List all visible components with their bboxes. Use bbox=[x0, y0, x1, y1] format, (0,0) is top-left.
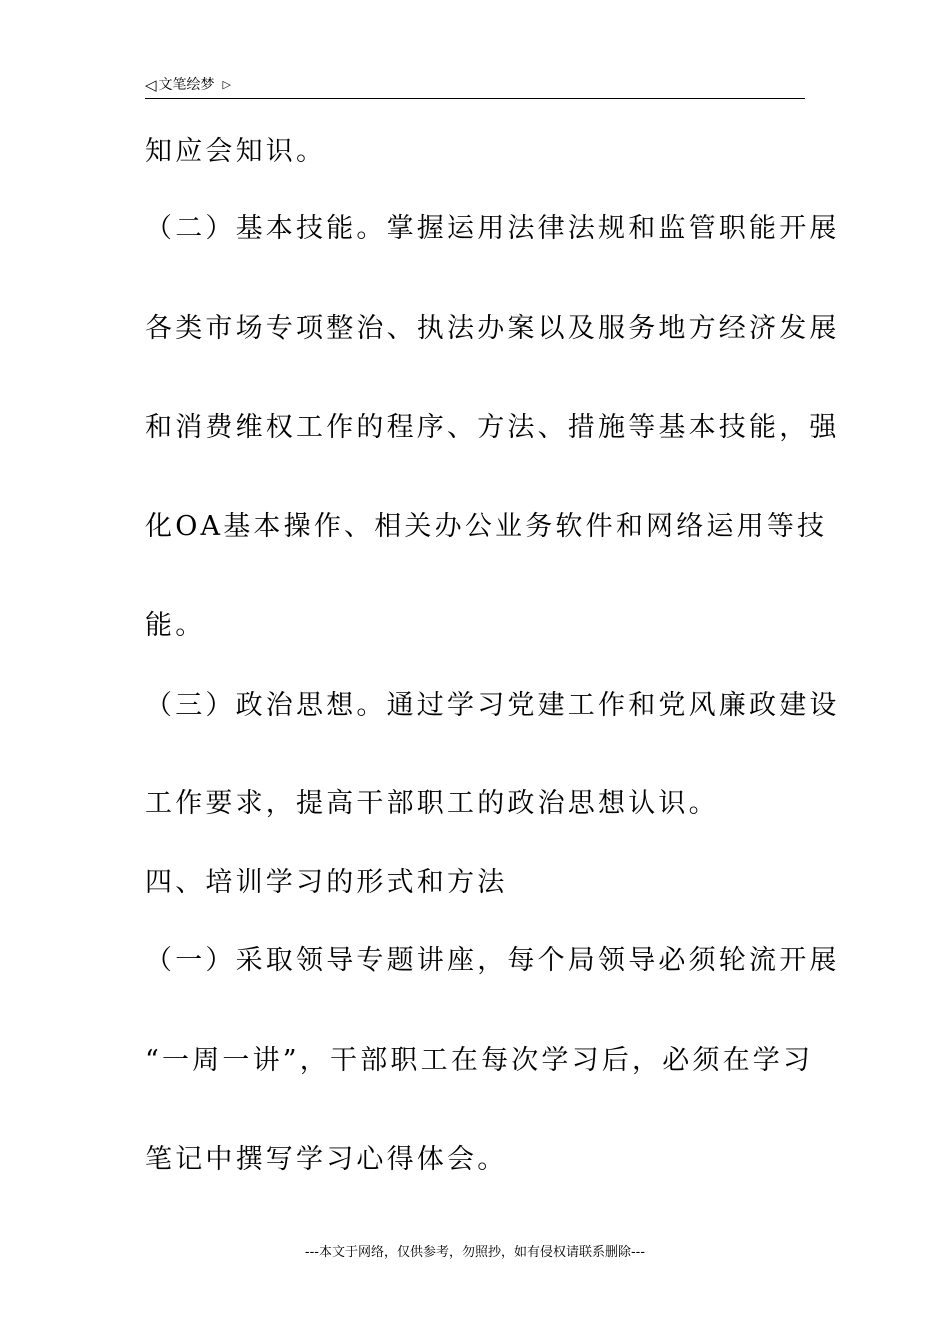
text-line: （三）政治思想。通过学习党建工作和党风廉政建设 bbox=[145, 690, 840, 721]
text-line: （一）采取领导专题讲座，每个局领导必须轮流开展 bbox=[145, 945, 840, 976]
text-line: 笔记中撰写学习心得体会。 bbox=[145, 1144, 508, 1175]
page-header bbox=[145, 74, 805, 99]
text-line: 化OA基本操作、相关办公业务软件和网络运用等技 bbox=[145, 511, 828, 542]
text-line: 能。 bbox=[145, 610, 206, 641]
header-title: 文笔绘梦 bbox=[158, 77, 215, 93]
text-line: （二）基本技能。掌握运用法律法规和监管职能开展 bbox=[145, 213, 840, 244]
text-line: 各类市场专项整治、执法办案以及服务地方经济发展 bbox=[145, 313, 840, 344]
text-line: 和消费维权工作的程序、方法、措施等基本技能，强 bbox=[145, 412, 840, 443]
text-line: “一周一讲”，干部职工在每次学习后，必须在学习 bbox=[145, 1045, 814, 1076]
section-heading: 四、培训学习的形式和方法 bbox=[145, 867, 508, 898]
text-line: 工作要求，提高干部职工的政治思想认识。 bbox=[145, 788, 719, 819]
footer-disclaimer: ---本文于网络，仅供参考，勿照抄，如有侵权请联系删除--- bbox=[304, 1245, 646, 1260]
left-triangle-icon: ◁ bbox=[145, 76, 157, 94]
text-line: 知应会知识。 bbox=[145, 136, 327, 167]
right-triangle-icon: ▷ bbox=[222, 78, 232, 91]
